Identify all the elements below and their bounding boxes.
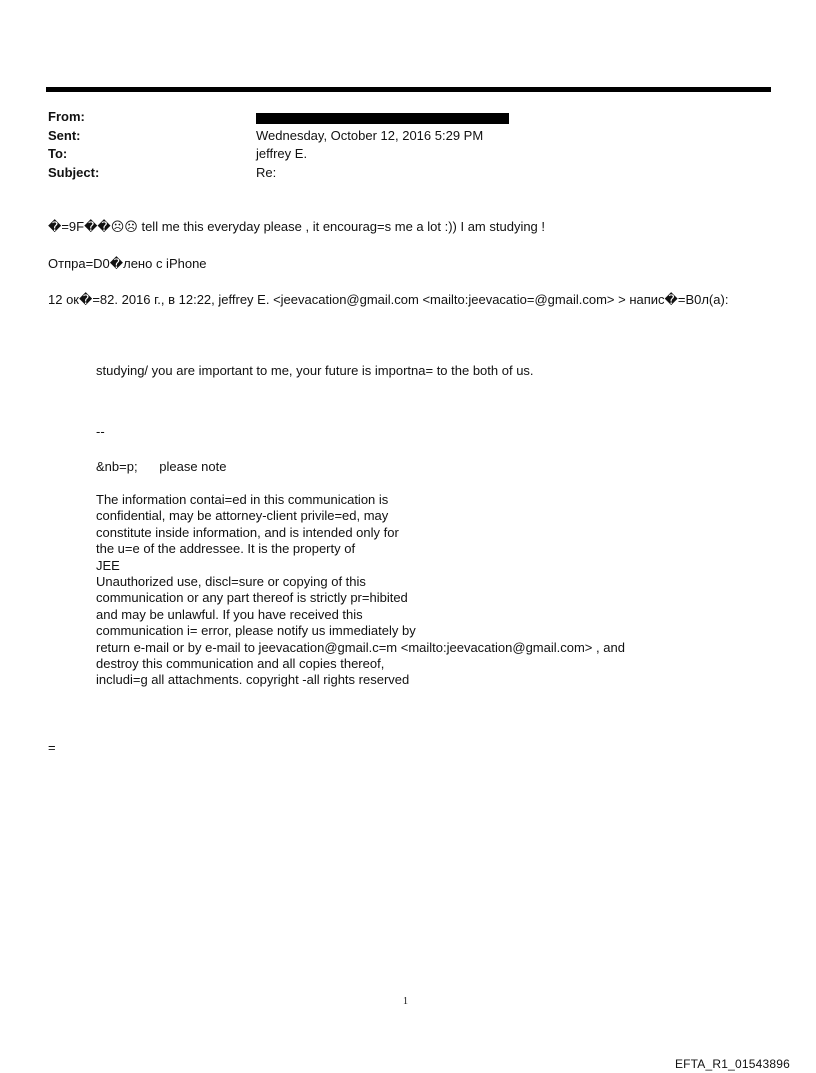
from-value bbox=[256, 108, 509, 127]
redaction-bar bbox=[256, 113, 509, 124]
header-rule bbox=[46, 87, 771, 92]
disclaimer-line: communication i= error, please notify us immediately by bbox=[96, 623, 416, 639]
trailing-equals: = bbox=[48, 740, 56, 755]
sent-value: Wednesday, October 12, 2016 5:29 PM bbox=[256, 127, 484, 143]
email-header-labels bbox=[48, 108, 99, 182]
subject-label: Subject: bbox=[48, 164, 100, 180]
disclaimer-line: constitute inside information, and is intended only for bbox=[96, 524, 399, 540]
disclaimer-line: destroy this communication and all copies thereof, bbox=[96, 656, 385, 672]
confidentiality-disclaimer bbox=[96, 492, 625, 689]
sent-label: Sent: bbox=[48, 127, 81, 143]
to-value: jeffrey E. bbox=[256, 146, 308, 161]
to-label: To: bbox=[48, 146, 68, 161]
quoted-message bbox=[96, 363, 625, 689]
please-note-line: &nb=p; please note bbox=[96, 459, 227, 474]
disclaimer-line: the u=e of the addressee. It is the property of bbox=[96, 541, 356, 557]
signature-separator: -- bbox=[96, 424, 105, 439]
quoted-text: studying/ you are important to me, your future is importna= to the both of us. bbox=[96, 363, 534, 378]
disclaimer-line: communication or any part thereof is strictly pr=hibited bbox=[96, 590, 408, 606]
disclaimer-line: and may be unlawful. If you have received this bbox=[96, 606, 363, 622]
quote-attribution: 12 ок�=82. 2016 г., в 12:22, jeffrey E. <jeevacation@gmail.com <mailto:jeevacatio=@gmail.com> > напис�=B0л(a): bbox=[48, 292, 729, 307]
disclaimer-line: confidential, may be attorney-client privile=ed, may bbox=[96, 508, 389, 524]
disclaimer-line: Unauthorized use, discl=sure or copying of this bbox=[96, 574, 366, 590]
email-header-values bbox=[256, 108, 509, 182]
reply-text: �=9F��☹☹ tell me this everyday please , it encourag=s me a lot :)) I am studying ! bbox=[48, 219, 546, 234]
disclaimer-line: includi=g all attachments. copyright -all rights reserved bbox=[96, 672, 410, 688]
document-id: EFTA_R1_01543896 bbox=[674, 1057, 790, 1071]
disclaimer-line: JEE bbox=[96, 557, 120, 573]
disclaimer-line: return e-mail or by e-mail to jeevacation@gmail.c=m <mailto:jeevacation@gmail.com> , and bbox=[96, 639, 625, 655]
from-label: From: bbox=[48, 109, 85, 124]
sent-from-signature: Отпра=D0�лено с iPhone bbox=[48, 256, 207, 271]
page-number: 1 bbox=[403, 996, 408, 1007]
disclaimer-line: The information contai=ed in this communication is bbox=[96, 492, 389, 507]
subject-value: Re: bbox=[256, 164, 277, 180]
